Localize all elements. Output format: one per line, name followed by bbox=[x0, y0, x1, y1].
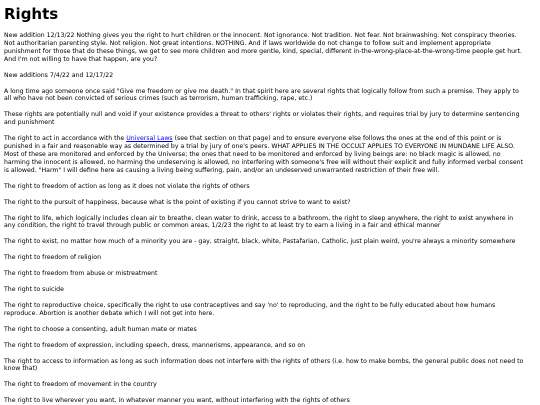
right-act-pre-text: The right to act in accordance with the bbox=[4, 135, 127, 143]
right-item: The right to freedom from abuse or mistreatment bbox=[4, 270, 158, 278]
right-item: The right to the pursuit of happiness, because what is the point of existing if you cannot strive to want to exist? bbox=[4, 198, 351, 206]
right-item: The right to live wherever you want, in whatever manner you want, without interfering with the rights of others bbox=[4, 397, 350, 405]
right-item: The right to reproductive choice, specifically the right to use contraceptives and say 'no' to reproducing, and the right to be fully educated about how humans reproduce. Abortion is another debate which I will not get into here. bbox=[4, 301, 496, 317]
intro-paragraph: New addition 12/13/22 Nothing gives you the right to hurt children or the innocent. Not ignorance. Not tradition. Not fear. Not brainwashing. Not conspiracy theories. Not authoritarian parenting style. Not religion. Not great intentions. NOTHING. And if laws worldwide do not change to follow suit and implement appropriate punishment for those that do these things, we get to see more children and more gentle, kind, special, different in-the-wrong-place-at-the-wrong-time people get hurt. And I'm not willing to have that happen, are you? bbox=[4, 32, 522, 63]
premise-paragraph: A long time ago someone once said "Give me freedom or give me death." In that spirit here are several rights that logically follow from such a premise. They apply to all who have not been convicted of serious crimes (such as terrorism, human trafficking, rape, etc.) bbox=[4, 87, 519, 103]
right-universal-laws bbox=[4, 135, 526, 175]
new-additions-note: New additions 7/4/22 and 12/17/22 bbox=[4, 71, 114, 79]
right-item: The right to freedom of religion bbox=[4, 254, 102, 262]
right-item: The right to freedom of expression, including speech, dress, mannerisms, appearance, and so on bbox=[4, 341, 306, 349]
right-item: The right to freedom of action as long as it does not violate the rights of others bbox=[4, 182, 250, 190]
right-item: The right to life, which logically includes clean air to breathe, clean water to drink, access to a bathroom, the right to sleep anywhere, the right to exist anywhere in any condition, the right to travel through public or common areas, 1/2/23 the right to at least try to earn a living in a fair and ethical manner bbox=[4, 214, 514, 230]
right-item: The right to freedom of movement in the country bbox=[4, 381, 157, 389]
right-item: The right to choose a consenting, adult human mate or mates bbox=[4, 325, 197, 333]
page-title: Rights bbox=[4, 5, 59, 23]
right-act-post-text: (see that section on that page) and to ensure everyone else follows the ones at the end of this point or is punished in a fair and reasonable way as determined by a trial by jury of one's peers. WHAT APPLIES IN THE OCCULT APPLIES TO EVERYONE IN MUNDANE LIFE ALSO. Most of these are monitored and enforced by the Universe; the ones that need to be monitored and enforced by living beings are: no black magic is allowed, no harming the innocent is allowed, no harming the undeserving is allowed, no interfering with someone's free will without their explicit and fully informed verbal consent is allowed. "Harm" I will define here as causing a living being suffering, pain, and/or an undeserved unwarranted restriction of their free will. bbox=[4, 135, 524, 174]
right-item: The right to suicide bbox=[4, 286, 64, 294]
universal-laws-link[interactable]: Universal Laws bbox=[126, 135, 173, 143]
right-item: The right to exist, no matter how much of a minority you are - gay, straight, black, white, Pastafarian, Catholic, just plain weird, you're always a minority somewhere bbox=[4, 238, 516, 246]
right-item: The right to access to information as long as such information does not interfere with the rights of others (i.e. how to make bombs, the general public does not need to know that) bbox=[4, 357, 524, 373]
null-void-paragraph: These rights are potentially null and void if your existence provides a threat to others' rights or violates their rights, and requires trial by jury to determine sentencing and punishment bbox=[4, 111, 520, 127]
